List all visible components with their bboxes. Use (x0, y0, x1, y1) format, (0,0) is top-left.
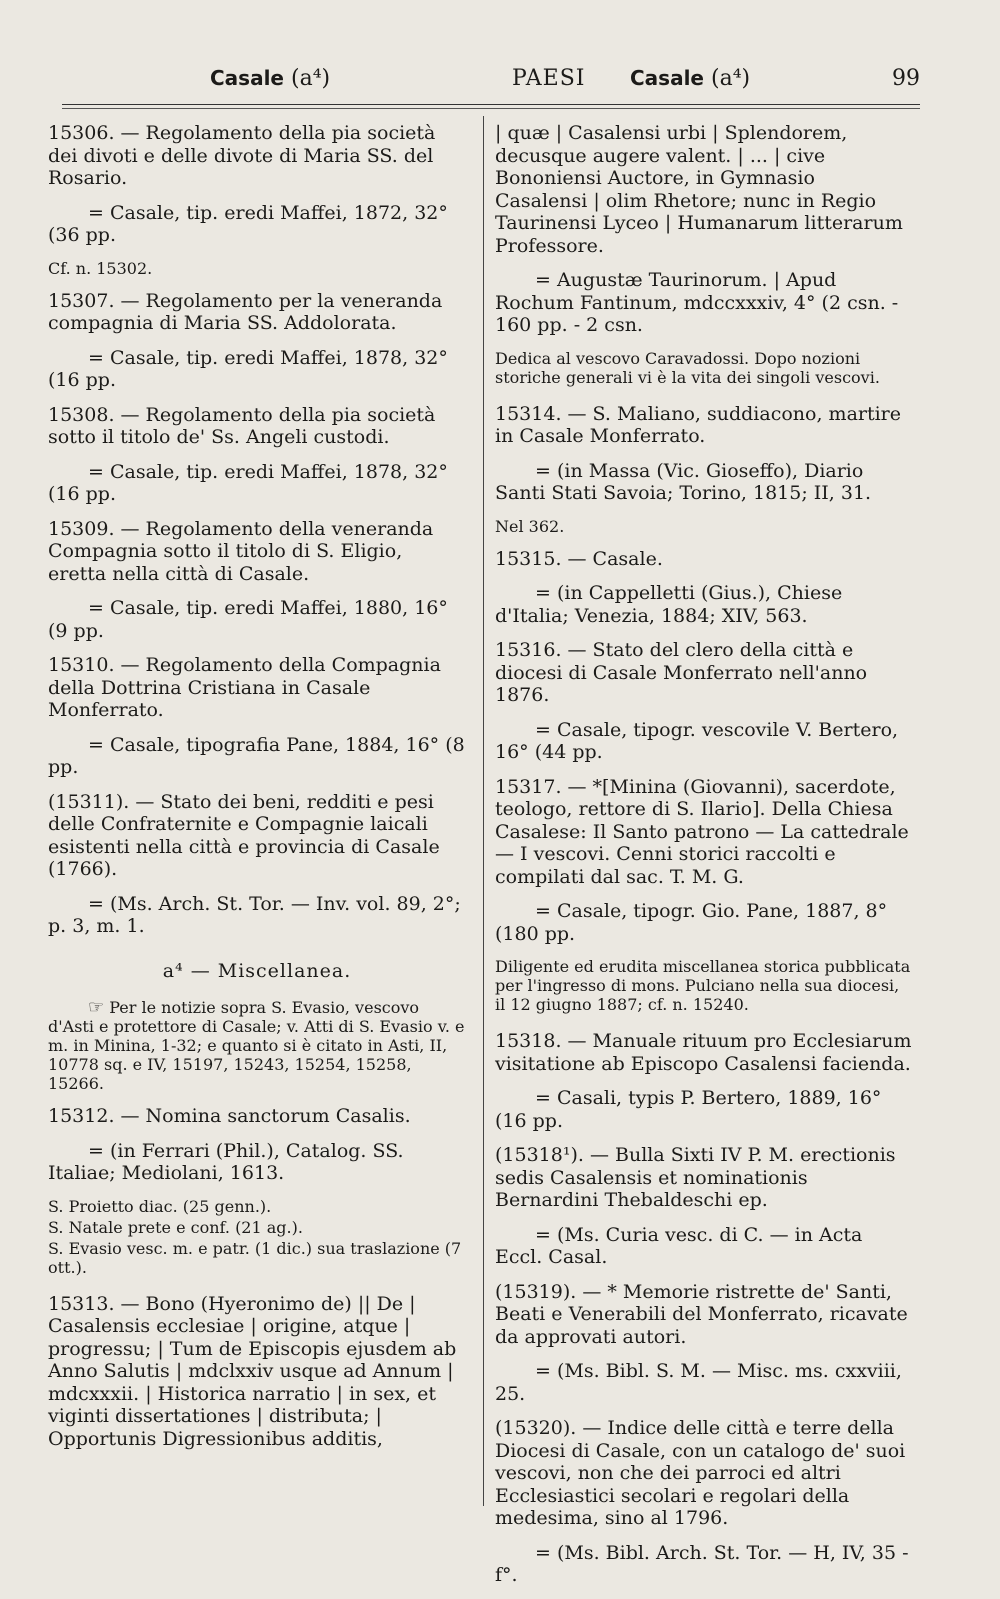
page-number: 99 (892, 66, 920, 91)
header-left-title: Casale (a⁴) (210, 66, 331, 91)
entry-15310: 15310. — Regolamento della Compagnia della Dottrina Cristiana in Casale Monferrato. (48, 654, 441, 721)
entry-15306-note: Cf. n. 15302. (48, 258, 153, 278)
entry-15318-pub: = Casali, typis P. Bertero, 1889, 16° (16 pp. (495, 1087, 882, 1132)
header-right-title: Casale (a⁴) (630, 66, 751, 91)
entry-15317-note: Diligente ed erudita miscellanea storica pubblicata per l'ingresso di mons. Pulciano nella sua diocesi, il 12 giugno 1887; cf. n. 15240. (495, 957, 911, 1014)
entry-15311-pub: = (Ms. Arch. St. Tor. — Inv. vol. 89, 2°; p. 3, m. 1. (48, 892, 461, 937)
entry-15314: 15314. — S. Maliano, suddiacono, martire in Casale Monferrato. (495, 402, 902, 447)
entry-15313-note: Dedica al vescovo Caravadossi. Dopo nozioni storiche generali vi è la vita dei singoli vescovi. (495, 348, 880, 387)
saint-line-2: S. Natale prete e conf. (21 ag.). (48, 1217, 303, 1237)
entry-15310-pub: = Casale, tipografia Pane, 1884, 16° (8 pp. (48, 733, 465, 778)
entry-15318: 15318. — Manuale rituum pro Ecclesiarum visitatione ab Episcopo Casalensi facienda. (495, 1030, 912, 1075)
section-title: a⁴ — Miscellanea. (162, 959, 352, 982)
entry-15317-pub: = Casale, tipogr. Gio. Pane, 1887, 8° (180 pp. (495, 900, 888, 945)
entry-15312: 15312. — Nomina sanctorum Casalis. (48, 1105, 411, 1127)
header-center-title: PAESI (512, 66, 586, 91)
entry-15309-pub: = Casale, tip. eredi Maffei, 1880, 16° (9 pp. (48, 597, 448, 642)
entry-15315: 15315. — Casale. (495, 547, 663, 570)
entry-15313-pub: = Augustæ Taurinorum. | Apud Rochum Fantinum, mdccxxxiv, 4° (2 csn. - 160 pp. - 2 csn. (495, 269, 899, 336)
entry-15313-cont: | quæ | Casalensi urbi | Splendorem, decusque augere valent. | ... | cive Bononiensi Auctore, in Gymnasio Casalensi | olim Rhetore; nunc in Regio Taurinensi Lyceo | Humanarum litterarum Professore. (495, 122, 903, 257)
saint-line-1: S. Proietto diac. (25 genn.). (48, 1196, 272, 1216)
entry-15308: 15308. — Regolamento della pia società sotto il titolo de' Ss. Angeli custodi. (48, 403, 436, 448)
entry-15306-pub: = Casale, tip. eredi Maffei, 1872, 32° (36 pp. (48, 201, 448, 246)
header-rule (62, 104, 920, 105)
entry-15312-pub: = (in Ferrari (Phil.), Catalog. SS. Italiae; Mediolani, 1613. (48, 1139, 404, 1184)
entry-15314-note: Nel 362. (495, 516, 565, 536)
entry-15314-pub: = (in Massa (Vic. Gioseffo), Diario Santi Stati Savoia; Torino, 1815; II, 31. (495, 459, 872, 504)
header-rule-thin (62, 108, 920, 109)
entry-15311: (15311). — Stato dei beni, redditi e pesi delle Confraternite e Compagnie laicali esistenti nella città e provincia di Casale (1766). (48, 790, 440, 880)
entry-15306: 15306. — Regolamento della pia società dei divoti e delle divote di Maria SS. del Rosario. (48, 122, 436, 189)
entry-15316-pub: = Casale, tipogr. vescovile V. Bertero, 16° (44 pp. (495, 718, 899, 763)
entry-15318-1-pub: = (Ms. Curia vesc. di C. — in Acta Eccl. Casal. (495, 1223, 863, 1268)
column-divider (483, 116, 484, 1506)
saint-line-3: S. Evasio vesc. m. e patr. (1 dic.) sua traslazione (7 ott.). (48, 1238, 462, 1277)
entry-15308-pub: = Casale, tip. eredi Maffei, 1878, 32° (16 pp. (48, 460, 448, 505)
entry-15309: 15309. — Regolamento della veneranda Compagnia sotto il titolo di S. Eligio, eretta nella città di Casale. (48, 517, 434, 585)
miscellanea-note: ☞ Per le notizie sopra S. Evasio, vescovo d'Asti e protettore di Casale; v. Atti di S. Evasio v. e m. in Minina, 1-32; e quanto si è citato in Asti, II, 10778 sq. e IV, 15197, 15243, 15254, 15258, 15266. (48, 997, 465, 1093)
running-header (60, 66, 920, 106)
pointing-hand-icon: ☞ (88, 997, 105, 1018)
entry-15316: 15316. — Stato del clero della città e diocesi di Casale Monferrato nell'anno 1876. (495, 639, 868, 706)
left-column (48, 122, 466, 1462)
entry-15320-pub: = (Ms. Bibl. Arch. St. Tor. — H, IV, 35 - f°. (495, 1541, 909, 1586)
entry-15319: (15319). — * Memorie ristrette de' Santi, Beati e Venerabili del Monferrato, ricavate da approvati autori. (495, 1280, 908, 1348)
entry-15307-pub: = Casale, tip. eredi Maffei, 1878, 32° (16 pp. (48, 346, 448, 391)
entry-15318-1: (15318¹). — Bulla Sixti IV P. M. erectionis sedis Casalensis et nominationis Bernardini Thebaldeschi ep. (495, 1144, 896, 1211)
entry-15313: 15313. — Bono (Hyeronimo de) || De | Casalensis ecclesiae | origine, atque | progressu; | Tum de Episcopis ejusdem ab Anno Salutis | mdclxxiv usque ad Annum | mdcxxxii. | Historica narratio | in sex, et viginti dissertationes | distributa; | Opportunis Digressionibus additis, (48, 1292, 457, 1450)
entry-15319-pub: = (Ms. Bibl. S. M. — Misc. ms. cxxviii, 25. (495, 1360, 902, 1405)
entry-15307: 15307. — Regolamento per la veneranda compagnia di Maria SS. Addolorata. (48, 289, 443, 334)
entry-15320: (15320). — Indice delle città e terre della Diocesi di Casale, con un catalogo de' suoi vescovi, non che dei parroci ed altri Ecclesiastici secolari e regolari della medesima, sino al 1796. (495, 1417, 906, 1529)
right-column (495, 122, 913, 1599)
entry-15317: 15317. — *[Minina (Giovanni), sacerdote, teologo, rettore di S. Ilario]. Della Chiesa Casalese: Il Santo patrono — La cattedrale — I vescovi. Cenni storici raccolti e compilati dal sac. T. M. G. (495, 775, 909, 888)
entry-15315-pub: = (in Cappelletti (Gius.), Chiese d'Italia; Venezia, 1884; XIV, 563. (495, 582, 843, 627)
